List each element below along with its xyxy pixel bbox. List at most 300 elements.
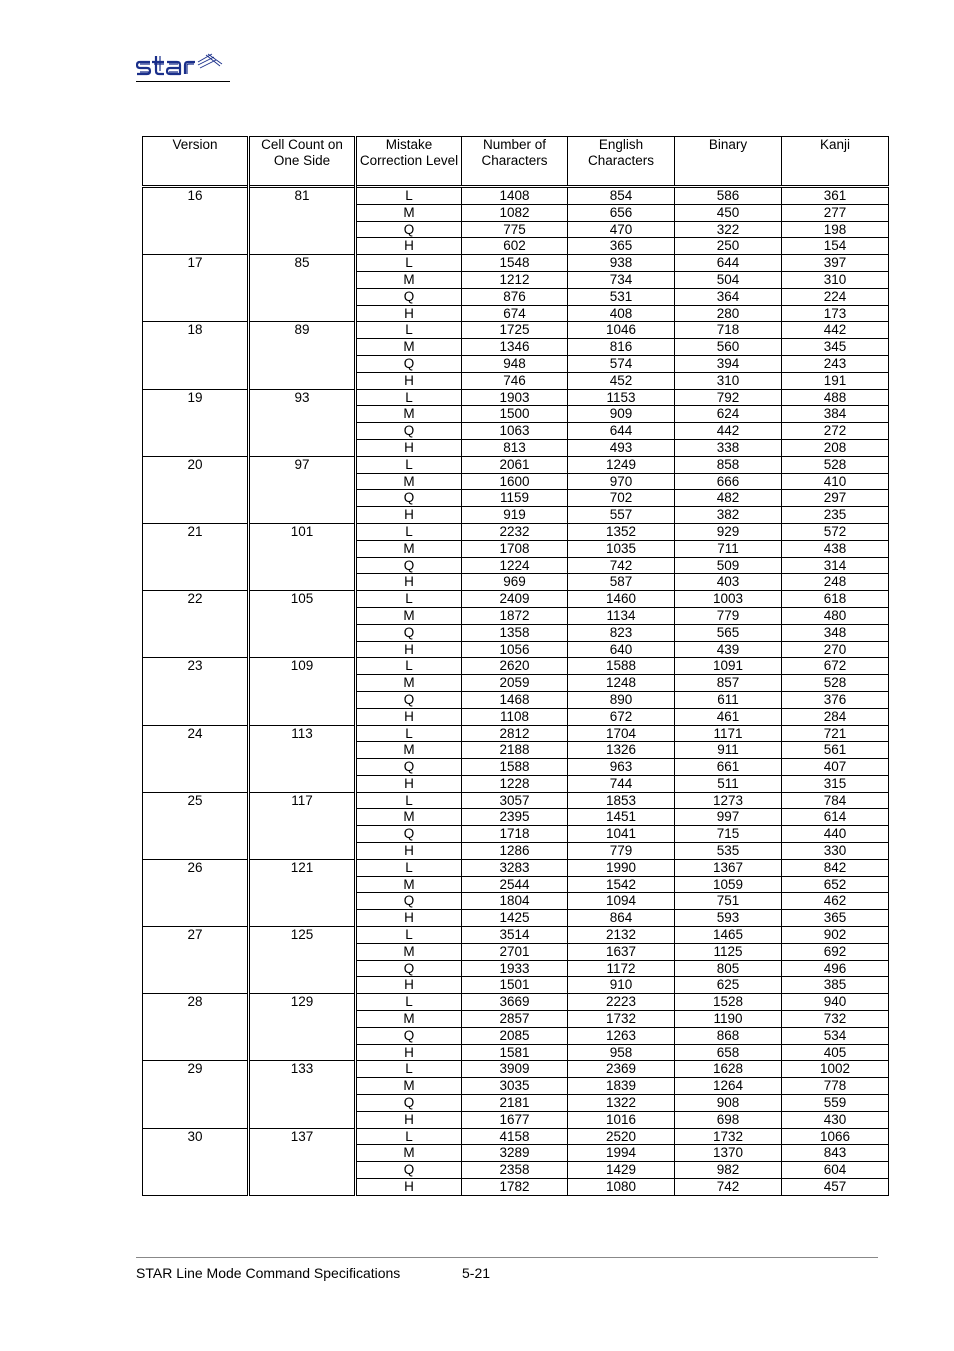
binary-cell: 929 <box>675 523 782 540</box>
header-correction-level: Mistake Correction Level <box>356 137 462 187</box>
correction-level-cell: L <box>356 859 462 876</box>
number-of-characters-cell: 1548 <box>462 255 568 272</box>
number-of-characters-cell: 1500 <box>462 406 568 423</box>
correction-level-cell: Q <box>356 1095 462 1112</box>
correction-level-cell: H <box>356 910 462 927</box>
correction-level-cell: H <box>356 1179 462 1196</box>
english-characters-cell: 1248 <box>568 675 675 692</box>
kanji-cell: 672 <box>782 658 889 675</box>
binary-cell: 1003 <box>675 591 782 608</box>
number-of-characters-cell: 3283 <box>462 859 568 876</box>
table-row <box>143 927 889 944</box>
english-characters-cell: 493 <box>568 439 675 456</box>
kanji-cell: 154 <box>782 238 889 255</box>
english-characters-cell: 1990 <box>568 859 675 876</box>
kanji-cell: 248 <box>782 574 889 591</box>
english-characters-cell: 744 <box>568 775 675 792</box>
correction-level-cell: L <box>356 1128 462 1145</box>
correction-level-cell: Q <box>356 288 462 305</box>
binary-cell: 1059 <box>675 876 782 893</box>
kanji-cell: 480 <box>782 607 889 624</box>
number-of-characters-cell: 1286 <box>462 843 568 860</box>
version-cell: 30 <box>143 1128 249 1195</box>
correction-level-cell: H <box>356 977 462 994</box>
kanji-cell: 361 <box>782 187 889 205</box>
number-of-characters-cell: 1408 <box>462 187 568 205</box>
english-characters-cell: 365 <box>568 238 675 255</box>
correction-level-cell: Q <box>356 557 462 574</box>
binary-cell: 644 <box>675 255 782 272</box>
number-of-characters-cell: 1346 <box>462 339 568 356</box>
kanji-cell: 1002 <box>782 1061 889 1078</box>
number-of-characters-cell: 3057 <box>462 792 568 809</box>
kanji-cell: 365 <box>782 910 889 927</box>
number-of-characters-cell: 2395 <box>462 809 568 826</box>
number-of-characters-cell: 3514 <box>462 927 568 944</box>
kanji-cell: 902 <box>782 927 889 944</box>
kanji-cell: 314 <box>782 557 889 574</box>
binary-cell: 461 <box>675 708 782 725</box>
english-characters-cell: 1041 <box>568 826 675 843</box>
number-of-characters-cell: 969 <box>462 574 568 591</box>
kanji-cell: 191 <box>782 372 889 389</box>
kanji-cell: 385 <box>782 977 889 994</box>
correction-level-cell: Q <box>356 691 462 708</box>
correction-level-cell: L <box>356 322 462 339</box>
cell-count-cell: 105 <box>249 591 356 658</box>
english-characters-cell: 1637 <box>568 943 675 960</box>
number-of-characters-cell: 2812 <box>462 725 568 742</box>
kanji-cell: 173 <box>782 305 889 322</box>
correction-level-cell: M <box>356 339 462 356</box>
number-of-characters-cell: 876 <box>462 288 568 305</box>
number-of-characters-cell: 1159 <box>462 490 568 507</box>
number-of-characters-cell: 2061 <box>462 456 568 473</box>
english-characters-cell: 2132 <box>568 927 675 944</box>
binary-cell: 661 <box>675 759 782 776</box>
version-cell: 23 <box>143 658 249 725</box>
english-characters-cell: 938 <box>568 255 675 272</box>
kanji-cell: 198 <box>782 221 889 238</box>
table-row <box>143 994 889 1011</box>
kanji-cell: 534 <box>782 1027 889 1044</box>
english-characters-cell: 1451 <box>568 809 675 826</box>
footer-rule <box>136 1257 878 1258</box>
binary-cell: 504 <box>675 271 782 288</box>
number-of-characters-cell: 2188 <box>462 742 568 759</box>
english-characters-cell: 1080 <box>568 1179 675 1196</box>
binary-cell: 1273 <box>675 792 782 809</box>
english-characters-cell: 1153 <box>568 389 675 406</box>
kanji-cell: 284 <box>782 708 889 725</box>
english-characters-cell: 408 <box>568 305 675 322</box>
number-of-characters-cell: 1718 <box>462 826 568 843</box>
table-row <box>143 187 889 205</box>
number-of-characters-cell: 1804 <box>462 893 568 910</box>
kanji-cell: 843 <box>782 1145 889 1162</box>
binary-cell: 1370 <box>675 1145 782 1162</box>
number-of-characters-cell: 1212 <box>462 271 568 288</box>
number-of-characters-cell: 919 <box>462 507 568 524</box>
correction-level-cell: H <box>356 641 462 658</box>
binary-cell: 560 <box>675 339 782 356</box>
binary-cell: 698 <box>675 1111 782 1128</box>
cell-count-cell: 89 <box>249 322 356 389</box>
number-of-characters-cell: 2620 <box>462 658 568 675</box>
binary-cell: 322 <box>675 221 782 238</box>
cell-count-cell: 97 <box>249 456 356 523</box>
kanji-cell: 345 <box>782 339 889 356</box>
cell-count-cell: 117 <box>249 792 356 859</box>
correction-level-cell: H <box>356 708 462 725</box>
kanji-cell: 397 <box>782 255 889 272</box>
number-of-characters-cell: 2085 <box>462 1027 568 1044</box>
correction-level-cell: H <box>356 305 462 322</box>
binary-cell: 805 <box>675 960 782 977</box>
correction-level-cell: L <box>356 792 462 809</box>
english-characters-cell: 1035 <box>568 540 675 557</box>
correction-level-cell: L <box>356 1061 462 1078</box>
correction-level-cell: M <box>356 271 462 288</box>
correction-level-cell: Q <box>356 759 462 776</box>
binary-cell: 624 <box>675 406 782 423</box>
number-of-characters-cell: 1708 <box>462 540 568 557</box>
binary-cell: 751 <box>675 893 782 910</box>
number-of-characters-cell: 1501 <box>462 977 568 994</box>
number-of-characters-cell: 1468 <box>462 691 568 708</box>
correction-level-cell: Q <box>356 624 462 641</box>
binary-cell: 1125 <box>675 943 782 960</box>
number-of-characters-cell: 813 <box>462 439 568 456</box>
correction-level-cell: H <box>356 507 462 524</box>
table-row <box>143 859 889 876</box>
english-characters-cell: 910 <box>568 977 675 994</box>
correction-level-cell: Q <box>356 355 462 372</box>
kanji-cell: 277 <box>782 204 889 221</box>
number-of-characters-cell: 3289 <box>462 1145 568 1162</box>
correction-level-cell: M <box>356 1078 462 1095</box>
version-cell: 24 <box>143 725 249 792</box>
binary-cell: 442 <box>675 423 782 440</box>
english-characters-cell: 2520 <box>568 1128 675 1145</box>
table-header-row <box>143 137 889 187</box>
english-characters-cell: 531 <box>568 288 675 305</box>
binary-cell: 482 <box>675 490 782 507</box>
kanji-cell: 940 <box>782 994 889 1011</box>
number-of-characters-cell: 1224 <box>462 557 568 574</box>
header-version: Version <box>143 137 249 187</box>
version-cell: 20 <box>143 456 249 523</box>
kanji-cell: 561 <box>782 742 889 759</box>
correction-level-cell: H <box>356 1044 462 1061</box>
header-binary: Binary <box>675 137 782 187</box>
binary-cell: 310 <box>675 372 782 389</box>
kanji-cell: 384 <box>782 406 889 423</box>
table-row <box>143 1128 889 1145</box>
cell-count-cell: 137 <box>249 1128 356 1195</box>
english-characters-cell: 574 <box>568 355 675 372</box>
kanji-cell: 604 <box>782 1162 889 1179</box>
english-characters-cell: 864 <box>568 910 675 927</box>
kanji-cell: 721 <box>782 725 889 742</box>
correction-level-cell: M <box>356 1145 462 1162</box>
kanji-cell: 438 <box>782 540 889 557</box>
correction-level-cell: Q <box>356 423 462 440</box>
binary-cell: 625 <box>675 977 782 994</box>
english-characters-cell: 1853 <box>568 792 675 809</box>
kanji-cell: 310 <box>782 271 889 288</box>
correction-level-cell: Q <box>356 1027 462 1044</box>
number-of-characters-cell: 2059 <box>462 675 568 692</box>
binary-cell: 565 <box>675 624 782 641</box>
number-of-characters-cell: 1588 <box>462 759 568 776</box>
correction-level-cell: H <box>356 574 462 591</box>
correction-level-cell: L <box>356 725 462 742</box>
number-of-characters-cell: 1872 <box>462 607 568 624</box>
correction-level-cell: H <box>356 372 462 389</box>
correction-level-cell: L <box>356 456 462 473</box>
binary-cell: 792 <box>675 389 782 406</box>
english-characters-cell: 963 <box>568 759 675 776</box>
cell-count-cell: 101 <box>249 523 356 590</box>
kanji-cell: 208 <box>782 439 889 456</box>
binary-cell: 250 <box>675 238 782 255</box>
correction-level-cell: L <box>356 523 462 540</box>
binary-cell: 338 <box>675 439 782 456</box>
kanji-cell: 572 <box>782 523 889 540</box>
english-characters-cell: 656 <box>568 204 675 221</box>
header-kanji: Kanji <box>782 137 889 187</box>
kanji-cell: 457 <box>782 1179 889 1196</box>
table-row <box>143 255 889 272</box>
table-row <box>143 523 889 540</box>
number-of-characters-cell: 1056 <box>462 641 568 658</box>
page-number: 5-21 <box>462 1265 491 1281</box>
table-row <box>143 1061 889 1078</box>
number-of-characters-cell: 1677 <box>462 1111 568 1128</box>
kanji-cell: 348 <box>782 624 889 641</box>
table-row <box>143 792 889 809</box>
table-row <box>143 456 889 473</box>
correction-level-cell: L <box>356 389 462 406</box>
binary-cell: 439 <box>675 641 782 658</box>
kanji-cell: 732 <box>782 1011 889 1028</box>
star-logo <box>136 52 232 84</box>
binary-cell: 394 <box>675 355 782 372</box>
english-characters-cell: 1094 <box>568 893 675 910</box>
number-of-characters-cell: 1082 <box>462 204 568 221</box>
binary-cell: 1091 <box>675 658 782 675</box>
english-characters-cell: 734 <box>568 271 675 288</box>
number-of-characters-cell: 2358 <box>462 1162 568 1179</box>
english-characters-cell: 779 <box>568 843 675 860</box>
number-of-characters-cell: 1108 <box>462 708 568 725</box>
number-of-characters-cell: 2181 <box>462 1095 568 1112</box>
english-characters-cell: 958 <box>568 1044 675 1061</box>
correction-level-cell: Q <box>356 960 462 977</box>
version-cell: 17 <box>143 255 249 322</box>
english-characters-cell: 816 <box>568 339 675 356</box>
correction-level-cell: L <box>356 187 462 205</box>
number-of-characters-cell: 1063 <box>462 423 568 440</box>
binary-cell: 868 <box>675 1027 782 1044</box>
version-cell: 29 <box>143 1061 249 1128</box>
cell-count-cell: 113 <box>249 725 356 792</box>
binary-cell: 511 <box>675 775 782 792</box>
kanji-cell: 692 <box>782 943 889 960</box>
number-of-characters-cell: 1782 <box>462 1179 568 1196</box>
kanji-cell: 842 <box>782 859 889 876</box>
version-cell: 25 <box>143 792 249 859</box>
kanji-cell: 410 <box>782 473 889 490</box>
correction-level-cell: M <box>356 607 462 624</box>
english-characters-cell: 1994 <box>568 1145 675 1162</box>
correction-level-cell: L <box>356 927 462 944</box>
english-characters-cell: 909 <box>568 406 675 423</box>
english-characters-cell: 1429 <box>568 1162 675 1179</box>
english-characters-cell: 1172 <box>568 960 675 977</box>
logo-underline <box>136 81 230 82</box>
correction-level-cell: M <box>356 540 462 557</box>
binary-cell: 1628 <box>675 1061 782 1078</box>
binary-cell: 586 <box>675 187 782 205</box>
number-of-characters-cell: 1581 <box>462 1044 568 1061</box>
kanji-cell: 559 <box>782 1095 889 1112</box>
english-characters-cell: 1732 <box>568 1011 675 1028</box>
header-english-characters: English Characters <box>568 137 675 187</box>
binary-cell: 858 <box>675 456 782 473</box>
binary-cell: 718 <box>675 322 782 339</box>
cell-count-cell: 129 <box>249 994 356 1061</box>
binary-cell: 509 <box>675 557 782 574</box>
english-characters-cell: 702 <box>568 490 675 507</box>
kanji-cell: 272 <box>782 423 889 440</box>
number-of-characters-cell: 2701 <box>462 943 568 960</box>
number-of-characters-cell: 2857 <box>462 1011 568 1028</box>
kanji-cell: 496 <box>782 960 889 977</box>
correction-level-cell: Q <box>356 1162 462 1179</box>
number-of-characters-cell: 3909 <box>462 1061 568 1078</box>
english-characters-cell: 1839 <box>568 1078 675 1095</box>
number-of-characters-cell: 1228 <box>462 775 568 792</box>
binary-cell: 450 <box>675 204 782 221</box>
number-of-characters-cell: 2544 <box>462 876 568 893</box>
binary-cell: 1264 <box>675 1078 782 1095</box>
header-cell-count: Cell Count on One Side <box>249 137 356 187</box>
number-of-characters-cell: 1933 <box>462 960 568 977</box>
number-of-characters-cell: 775 <box>462 221 568 238</box>
correction-level-cell: H <box>356 775 462 792</box>
qr-capacity-table <box>142 136 889 1196</box>
binary-cell: 911 <box>675 742 782 759</box>
english-characters-cell: 672 <box>568 708 675 725</box>
kanji-cell: 528 <box>782 675 889 692</box>
kanji-cell: 488 <box>782 389 889 406</box>
binary-cell: 908 <box>675 1095 782 1112</box>
correction-level-cell: M <box>356 204 462 221</box>
version-cell: 27 <box>143 927 249 994</box>
correction-level-cell: M <box>356 742 462 759</box>
english-characters-cell: 854 <box>568 187 675 205</box>
correction-level-cell: L <box>356 994 462 1011</box>
cell-count-cell: 81 <box>249 187 356 255</box>
english-characters-cell: 1046 <box>568 322 675 339</box>
binary-cell: 1171 <box>675 725 782 742</box>
cell-count-cell: 93 <box>249 389 356 456</box>
kanji-cell: 1066 <box>782 1128 889 1145</box>
english-characters-cell: 1542 <box>568 876 675 893</box>
footer-title: STAR Line Mode Command Specifications <box>136 1265 401 1281</box>
correction-level-cell: M <box>356 675 462 692</box>
table-row <box>143 725 889 742</box>
kanji-cell: 618 <box>782 591 889 608</box>
number-of-characters-cell: 1358 <box>462 624 568 641</box>
version-cell: 21 <box>143 523 249 590</box>
cell-count-cell: 125 <box>249 927 356 994</box>
number-of-characters-cell: 1903 <box>462 389 568 406</box>
number-of-characters-cell: 1425 <box>462 910 568 927</box>
english-characters-cell: 1016 <box>568 1111 675 1128</box>
kanji-cell: 315 <box>782 775 889 792</box>
kanji-cell: 652 <box>782 876 889 893</box>
binary-cell: 715 <box>675 826 782 843</box>
kanji-cell: 270 <box>782 641 889 658</box>
correction-level-cell: M <box>356 473 462 490</box>
number-of-characters-cell: 4158 <box>462 1128 568 1145</box>
correction-level-cell: H <box>356 1111 462 1128</box>
english-characters-cell: 890 <box>568 691 675 708</box>
binary-cell: 1528 <box>675 994 782 1011</box>
english-characters-cell: 1263 <box>568 1027 675 1044</box>
english-characters-cell: 1588 <box>568 658 675 675</box>
binary-cell: 535 <box>675 843 782 860</box>
correction-level-cell: M <box>356 1011 462 1028</box>
correction-level-cell: H <box>356 238 462 255</box>
kanji-cell: 407 <box>782 759 889 776</box>
kanji-cell: 462 <box>782 893 889 910</box>
english-characters-cell: 1352 <box>568 523 675 540</box>
table-row <box>143 322 889 339</box>
number-of-characters-cell: 746 <box>462 372 568 389</box>
binary-cell: 1465 <box>675 927 782 944</box>
correction-level-cell: M <box>356 406 462 423</box>
english-characters-cell: 1326 <box>568 742 675 759</box>
binary-cell: 1732 <box>675 1128 782 1145</box>
correction-level-cell: Q <box>356 893 462 910</box>
binary-cell: 1367 <box>675 859 782 876</box>
english-characters-cell: 1322 <box>568 1095 675 1112</box>
english-characters-cell: 2369 <box>568 1061 675 1078</box>
table-body <box>143 187 889 1196</box>
number-of-characters-cell: 602 <box>462 238 568 255</box>
english-characters-cell: 742 <box>568 557 675 574</box>
correction-level-cell: M <box>356 876 462 893</box>
binary-cell: 382 <box>675 507 782 524</box>
english-characters-cell: 970 <box>568 473 675 490</box>
kanji-cell: 376 <box>782 691 889 708</box>
version-cell: 26 <box>143 859 249 926</box>
binary-cell: 997 <box>675 809 782 826</box>
english-characters-cell: 644 <box>568 423 675 440</box>
correction-level-cell: H <box>356 843 462 860</box>
kanji-cell: 405 <box>782 1044 889 1061</box>
binary-cell: 742 <box>675 1179 782 1196</box>
correction-level-cell: Q <box>356 490 462 507</box>
kanji-cell: 330 <box>782 843 889 860</box>
binary-cell: 593 <box>675 910 782 927</box>
number-of-characters-cell: 948 <box>462 355 568 372</box>
header-number-of-characters: Number of Characters <box>462 137 568 187</box>
